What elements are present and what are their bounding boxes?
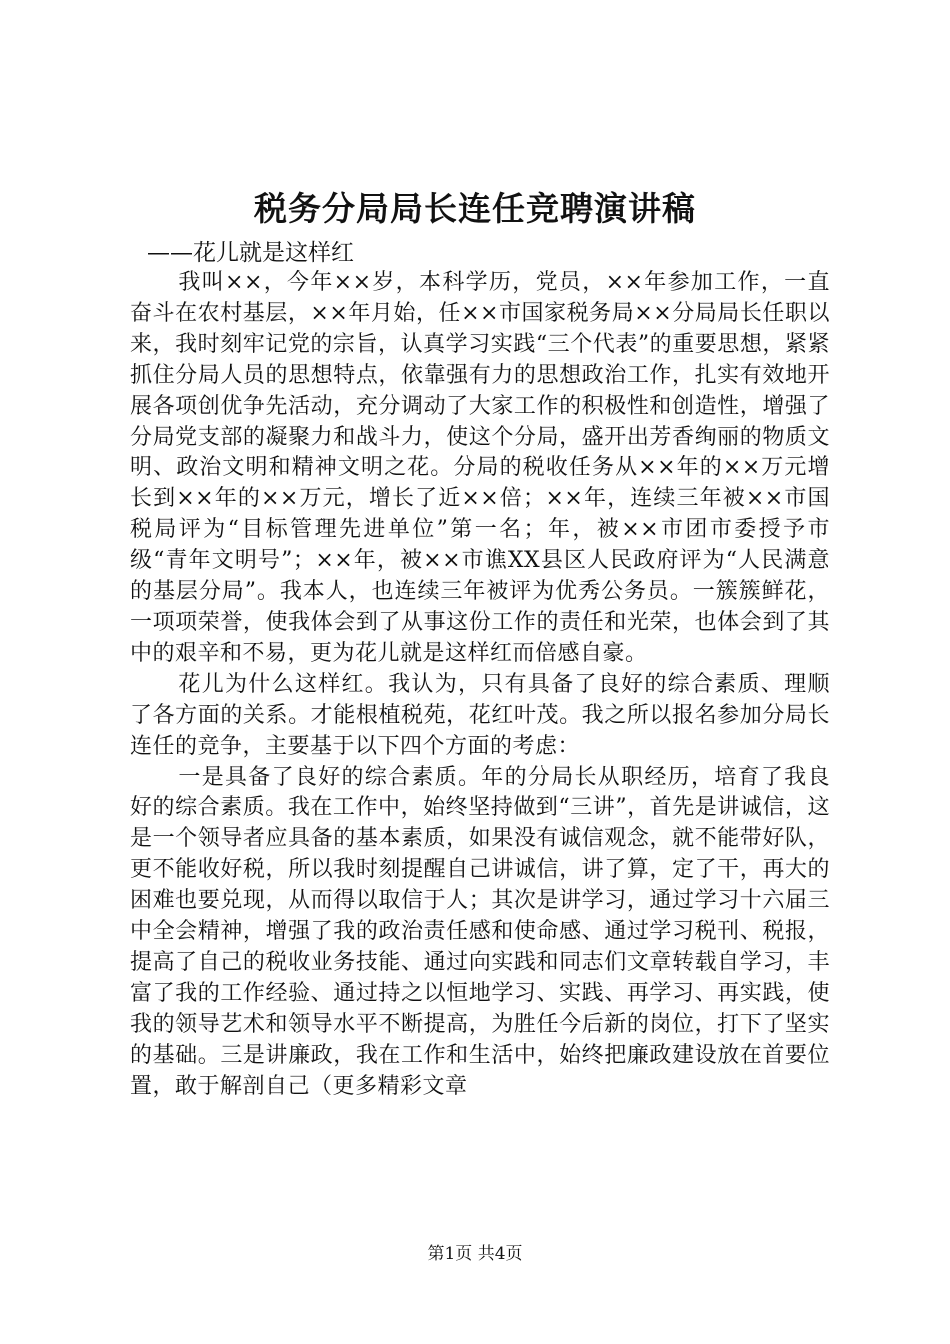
- document-body: [130, 268, 830, 1102]
- body-paragraph: 我叫××，今年××岁，本科学历，党员，××年参加工作，一直奋斗在农村基层，××年月始，任××市国家税务局××分局局长任职以来，我时刻牢记党的宗旨，认真学习实践“三个代表”的重要思想，紧紧抓住分局人员的思想特点，依靠强有力的思想政治工作，扎实有效地开展各项创优争先活动，充分调动了大家工作的积极性和创造性，增强了分局党支部的凝聚力和战斗力，使这个分局，盛开出芳香绚丽的物质文明、政治文明和精神文明之花。分局的税收任务从××年的××万元增长到××年的××万元，增长了近××倍；××年，连续三年被××市国税局评为“目标管理先进单位”第一名；年，被××市团市委授予市级“青年文明号”；××年，被××市谯XX县区人民政府评为“人民满意的基层分局”。我本人，也连续三年被评为优秀公务员。一簇簇鲜花，一项项荣誉，使我体会到了从事这份工作的责任和光荣，也体会到了其中的艰辛和不易，更为花儿就是这样红而倍感自豪。: [130, 270, 830, 666]
- document-title: 税务分局局长连任竞聘演讲稿: [254, 189, 696, 228]
- document-subtitle: ——花儿就是这样红: [147, 240, 354, 266]
- body-paragraph: 一是具备了良好的综合素质。年的分局长从职经历，培育了我良好的综合素质。我在工作中，始终坚持做到“三讲”，首先是讲诚信，这是一个领导者应具备的基本素质，如果没有诚信观念，就不能带好队，更不能收好税，所以我时刻提醒自己讲诚信，讲了算，定了干，再大的困难也要兑现，从而得以取信于人；其次是讲学习，通过学习十六届三中全会精神，增强了我的政治责任感和使命感、通过学习税刊、税报，提高了自己的税收业务技能、通过向实践和同志们文章转载自学习，丰富了我的工作经验、通过持之以恒地学习、实践、再学习、再实践，使我的领导艺术和领导水平不断提高，为胜任今后新的岗位，打下了坚实的基础。三是讲廉政，我在工作和生活中，始终把廉政建设放在首要位置，敢于解剖自己（更多精彩文章: [130, 764, 830, 1099]
- body-paragraph: 花儿为什么这样红。我认为，只有具备了良好的综合素质、理顺了各方面的关系。才能根植税苑，花红叶茂。我之所以报名参加分局长连任的竞争，主要基于以下四个方面的考虑：: [130, 671, 830, 759]
- page-footer: 第1页 共4页: [427, 1244, 523, 1264]
